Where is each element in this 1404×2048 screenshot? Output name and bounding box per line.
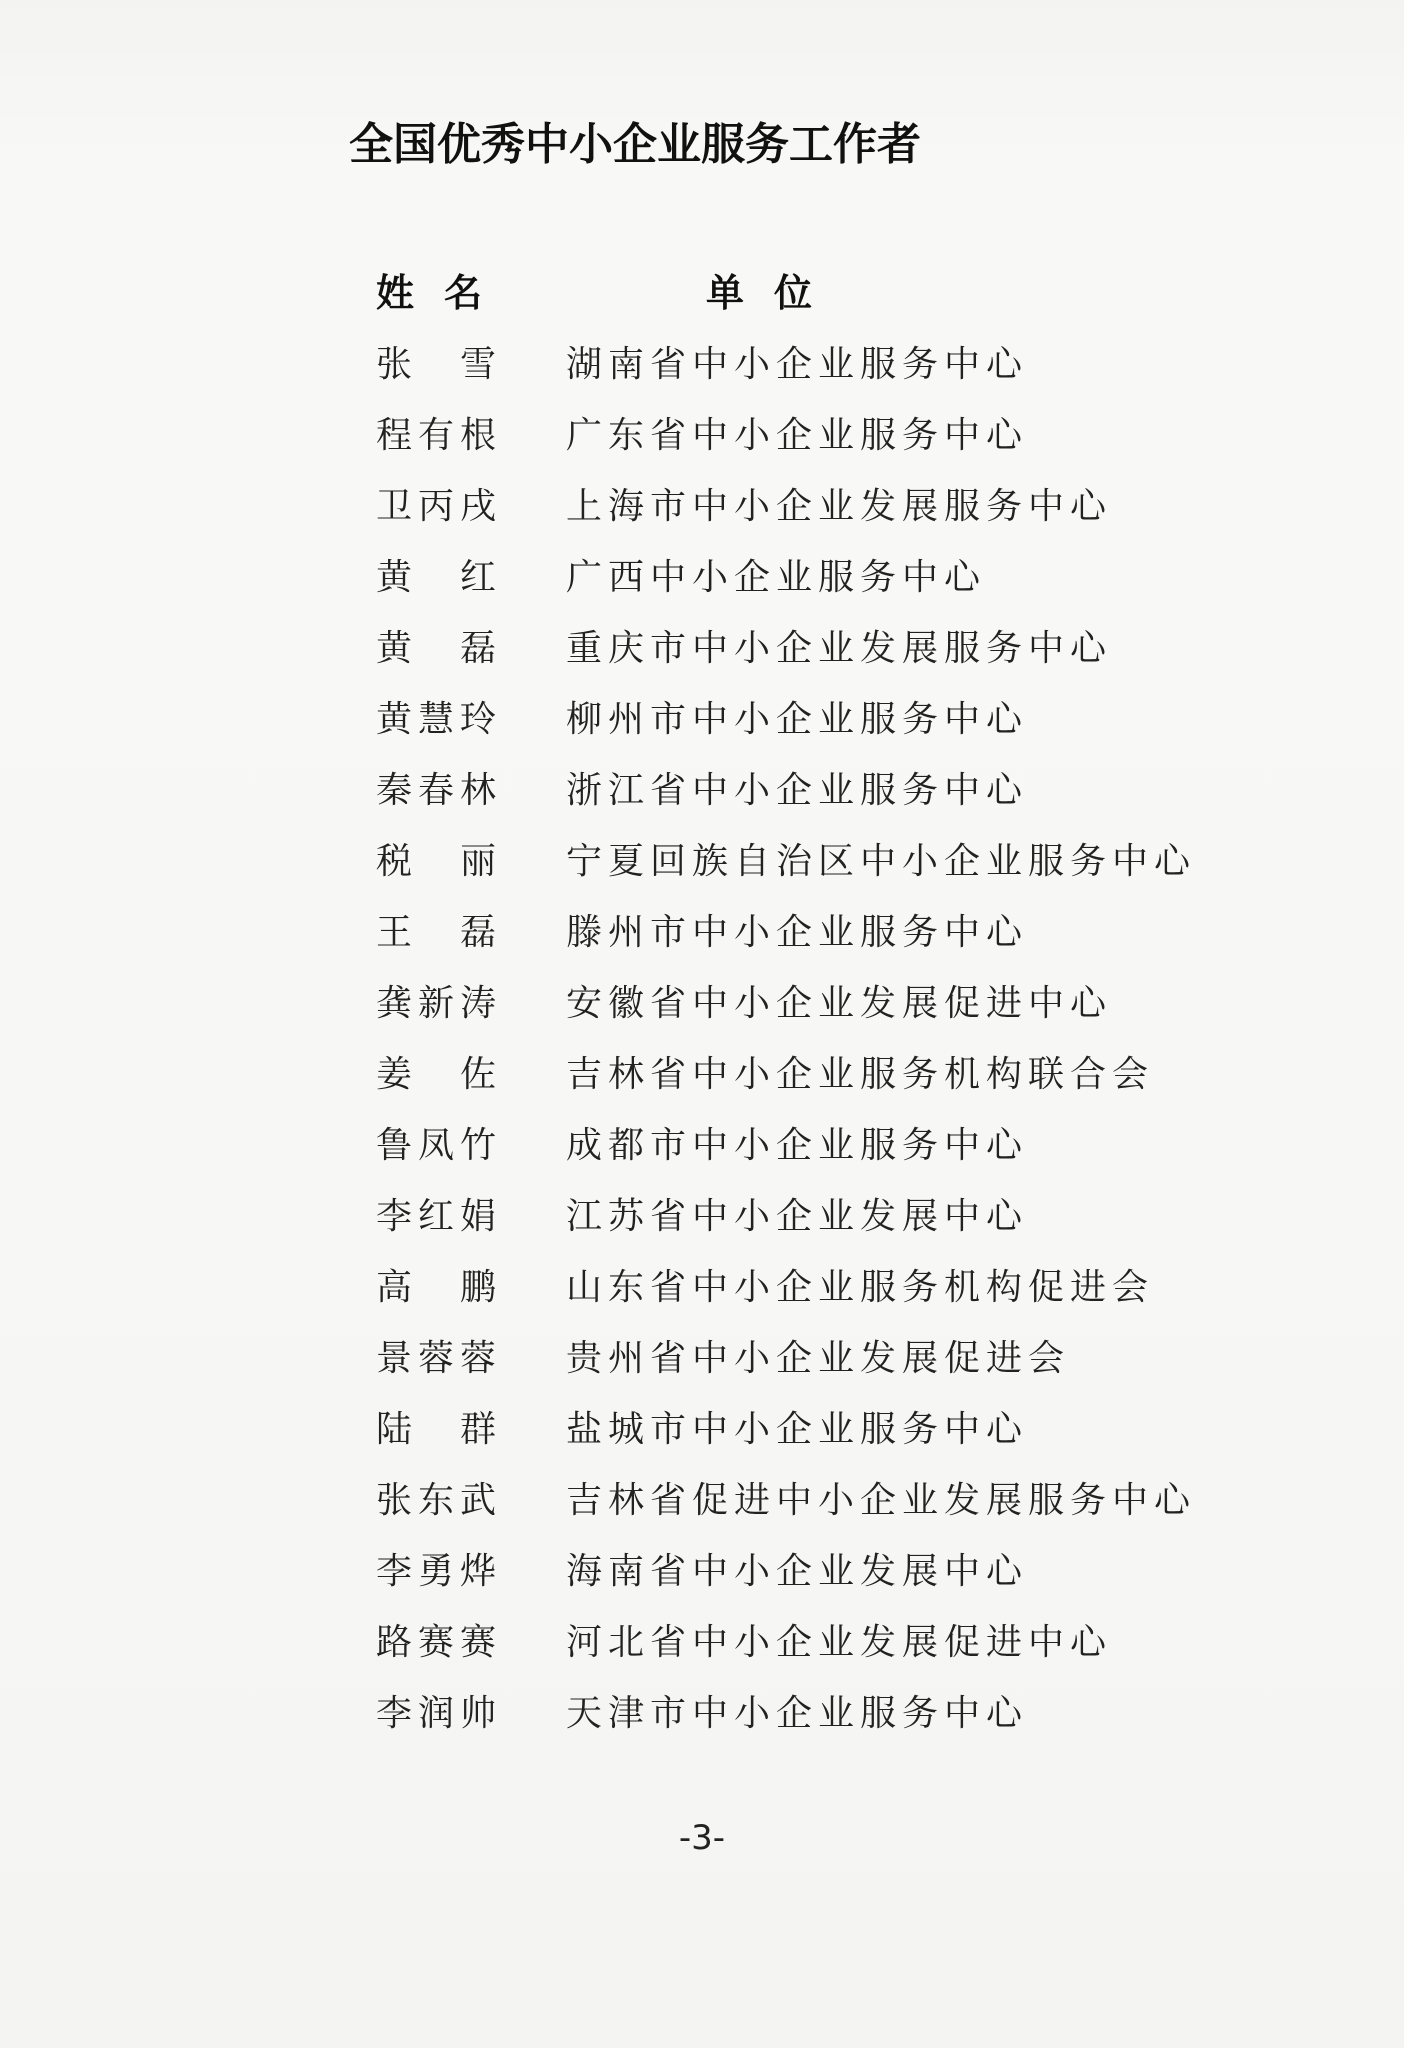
list-item [376,691,1276,762]
person-name: 姜 佐 [376,1054,496,1095]
list-item [376,1330,1276,1401]
table-header [376,262,1276,322]
list-item [376,336,1276,407]
list-item [376,1259,1276,1330]
person-name: 张东武 [376,1480,496,1521]
organization-name: 湖南省中小企业服务中心 [566,344,1029,385]
organization-name: 柳州市中小企业服务中心 [566,699,1029,740]
page-number: -3- [678,1818,726,1858]
list-item [376,904,1276,975]
list-item [376,1685,1276,1756]
organization-name: 盐城市中小企业服务中心 [566,1409,1029,1450]
person-name: 王 磊 [376,912,496,953]
unit-column-header: 单位 [706,271,843,315]
list-item [376,620,1276,691]
person-name: 景蓉蓉 [376,1338,496,1379]
list-item [376,833,1276,904]
list-item [376,1543,1276,1614]
person-name: 高 鹏 [376,1267,496,1308]
organization-name: 山东省中小企业服务机构促进会 [566,1267,1155,1308]
list-item [376,1401,1276,1472]
person-name: 黄 红 [376,557,496,598]
person-name: 卫丙戌 [376,486,496,527]
organization-name: 江苏省中小企业发展中心 [566,1196,1029,1237]
list-item [376,1188,1276,1259]
person-name: 秦春林 [376,770,496,811]
organization-name: 安徽省中小企业发展促进中心 [566,983,1113,1024]
list-item [376,762,1276,833]
list-item [376,1046,1276,1117]
organization-name: 上海市中小企业发展服务中心 [566,486,1113,527]
person-name: 黄 磊 [376,628,496,669]
organization-name: 成都市中小企业服务中心 [566,1125,1029,1166]
person-name: 路赛赛 [376,1622,496,1663]
organization-name: 河北省中小企业发展促进中心 [566,1622,1113,1663]
list-item [376,975,1276,1046]
person-name: 程有根 [376,415,496,456]
person-name: 李勇烨 [376,1551,496,1592]
person-name: 黄慧玲 [376,699,496,740]
list-item [376,407,1276,478]
person-name: 税 丽 [376,841,496,882]
organization-name: 广西中小企业服务中心 [566,557,987,598]
page-title: 全国优秀中小企业服务工作者 [349,119,921,170]
list-item [376,1614,1276,1685]
person-name: 陆 群 [376,1409,496,1450]
organization-name: 吉林省中小企业服务机构联合会 [566,1054,1155,1095]
person-name: 李润帅 [376,1693,496,1734]
name-column-header: 姓名 [376,271,513,315]
list-item [376,1472,1276,1543]
organization-name: 浙江省中小企业服务中心 [566,770,1029,811]
person-name: 李红娟 [376,1196,496,1237]
list-item [376,1117,1276,1188]
organization-name: 贵州省中小企业发展促进会 [566,1338,1071,1379]
organization-name: 广东省中小企业服务中心 [566,415,1029,456]
list-item [376,478,1276,549]
organization-name: 重庆市中小企业发展服务中心 [566,628,1113,669]
person-name: 鲁凤竹 [376,1125,496,1166]
organization-name: 海南省中小企业发展中心 [566,1551,1029,1592]
organization-name: 吉林省促进中小企业发展服务中心 [566,1480,1197,1521]
awardee-list [376,336,1276,1756]
list-item [376,549,1276,620]
organization-name: 天津市中小企业服务中心 [566,1693,1029,1734]
person-name: 张 雪 [376,344,496,385]
person-name: 龚新涛 [376,983,496,1024]
organization-name: 宁夏回族自治区中小企业服务中心 [566,841,1197,882]
organization-name: 滕州市中小企业服务中心 [566,912,1029,953]
